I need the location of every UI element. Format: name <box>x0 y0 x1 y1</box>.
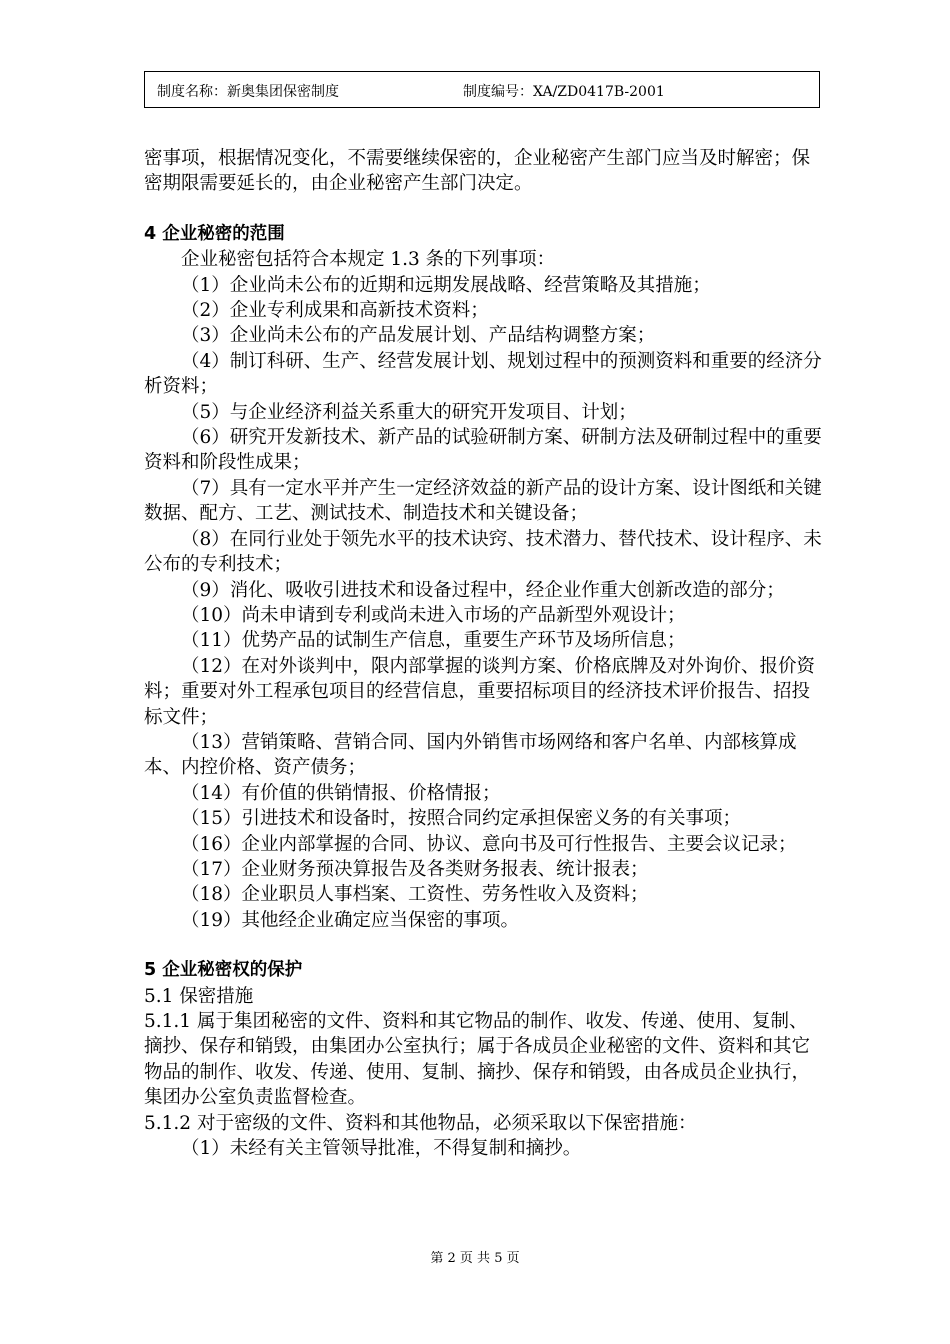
section-5-heading: 5 企业秘密权的保护 <box>144 960 303 981</box>
list-item: （13）营销策略、营销合同、国内外销售市场网络和客户名单、内部核算成本、内控价格、资产债务； <box>144 731 797 779</box>
section-5-1-heading: 5.1 保密措施 <box>144 985 254 1007</box>
section-4-heading: 4 企业秘密的范围 <box>144 223 285 244</box>
list-item: （12）在对外谈判中，限内部掌握的谈判方案、价格底牌及对外询价、报价资料；重要对外工程承包项目的经营信息，重要招标项目的经济技术评价报告、招投标文件； <box>144 655 816 728</box>
clause-5-1-2: 5.1.2 对于密级的文件、资料和其他物品，必须采取以下保密措施： <box>144 1112 697 1134</box>
list-item: （16）企业内部掌握的合同、协议、意向书及可行性报告、主要会议记录； <box>181 833 797 855</box>
list-item: （7）具有一定水平并产生一定经济效益的新产品的设计方案、设计图纸和关键数据、配方、工艺、测试技术、制造技术和关键设备； <box>144 477 822 525</box>
regulation-name: 制度名称：新奥集团保密制度 <box>157 84 339 100</box>
page-number: 第 2 页 共 5 页 <box>430 1251 520 1266</box>
intro-paragraph: 密事项，根据情况变化，不需要继续保密的，企业秘密产生部门应当及时解密；保密期限需要延长的，由企业秘密产生部门决定。 <box>144 148 811 195</box>
list-item: （3）企业尚未公布的产品发展计划、产品结构调整方案； <box>181 325 656 347</box>
list-item: （6）研究开发新技术、新产品的试验研制方案、研制方法及研制过程中的重要资料和阶段性成果； <box>144 427 822 474</box>
list-item: （15）引进技术和设备时，按照合同约定承担保密义务的有关事项； <box>181 808 742 830</box>
list-item: （8）在同行业处于领先水平的技术诀窍、技术潜力、替代技术、设计程序、未公布的专利技术； <box>144 528 822 576</box>
clause-5-1-1: 5.1.1 属于集团秘密的文件、资料和其它物品的制作、收发、传递、使用、复制、摘抄、保存和销毁，由集团办公室执行；属于各成员企业秘密的文件、资料和其它物品的制作、收发、传递、使用、复制、摘抄、保存和销毁，由各成员企业执行，集团办公室负责监督检查。 <box>144 1011 811 1109</box>
list-item: （14）有价值的供销情报、价格情报； <box>181 782 501 804</box>
list-item: （5）与企业经济利益关系重大的研究开发项目、计划； <box>181 401 637 423</box>
list-item: （2）企业专利成果和高新技术资料； <box>181 300 489 322</box>
list-item: （17）企业财务预决算报告及各类财务报表、统计报表； <box>181 858 649 880</box>
list-item: （19）其他经企业确定应当保密的事项。 <box>181 909 520 931</box>
list-item: （11）优势产品的试制生产信息，重要生产环节及场所信息； <box>181 630 686 652</box>
document-header-box <box>144 71 820 108</box>
regulation-code: 制度编号：XA/ZD0417B-2001 <box>463 84 665 100</box>
list-item: （4）制订科研、生产、经营发展计划、规划过程中的预测资料和重要的经济分析资料； <box>144 350 822 398</box>
list-item: （9）消化、吸收引进技术和设备过程中，经企业作重大创新改造的部分； <box>181 579 785 601</box>
clause-5-1-2-item-1: （1）未经有关主管领导批准，不得复制和摘抄。 <box>181 1138 582 1160</box>
list-item: （1）企业尚未公布的近期和远期发展战略、经营策略及其措施； <box>181 274 711 296</box>
section-4-lead: 企业秘密包括符合本规定 1.3 条的下列事项： <box>181 249 556 271</box>
list-item: （18）企业职员人事档案、工资性、劳务性收入及资料； <box>181 884 649 906</box>
list-item: （10）尚未申请到专利或尚未进入市场的产品新型外观设计； <box>181 604 686 626</box>
document-body <box>144 146 824 1161</box>
